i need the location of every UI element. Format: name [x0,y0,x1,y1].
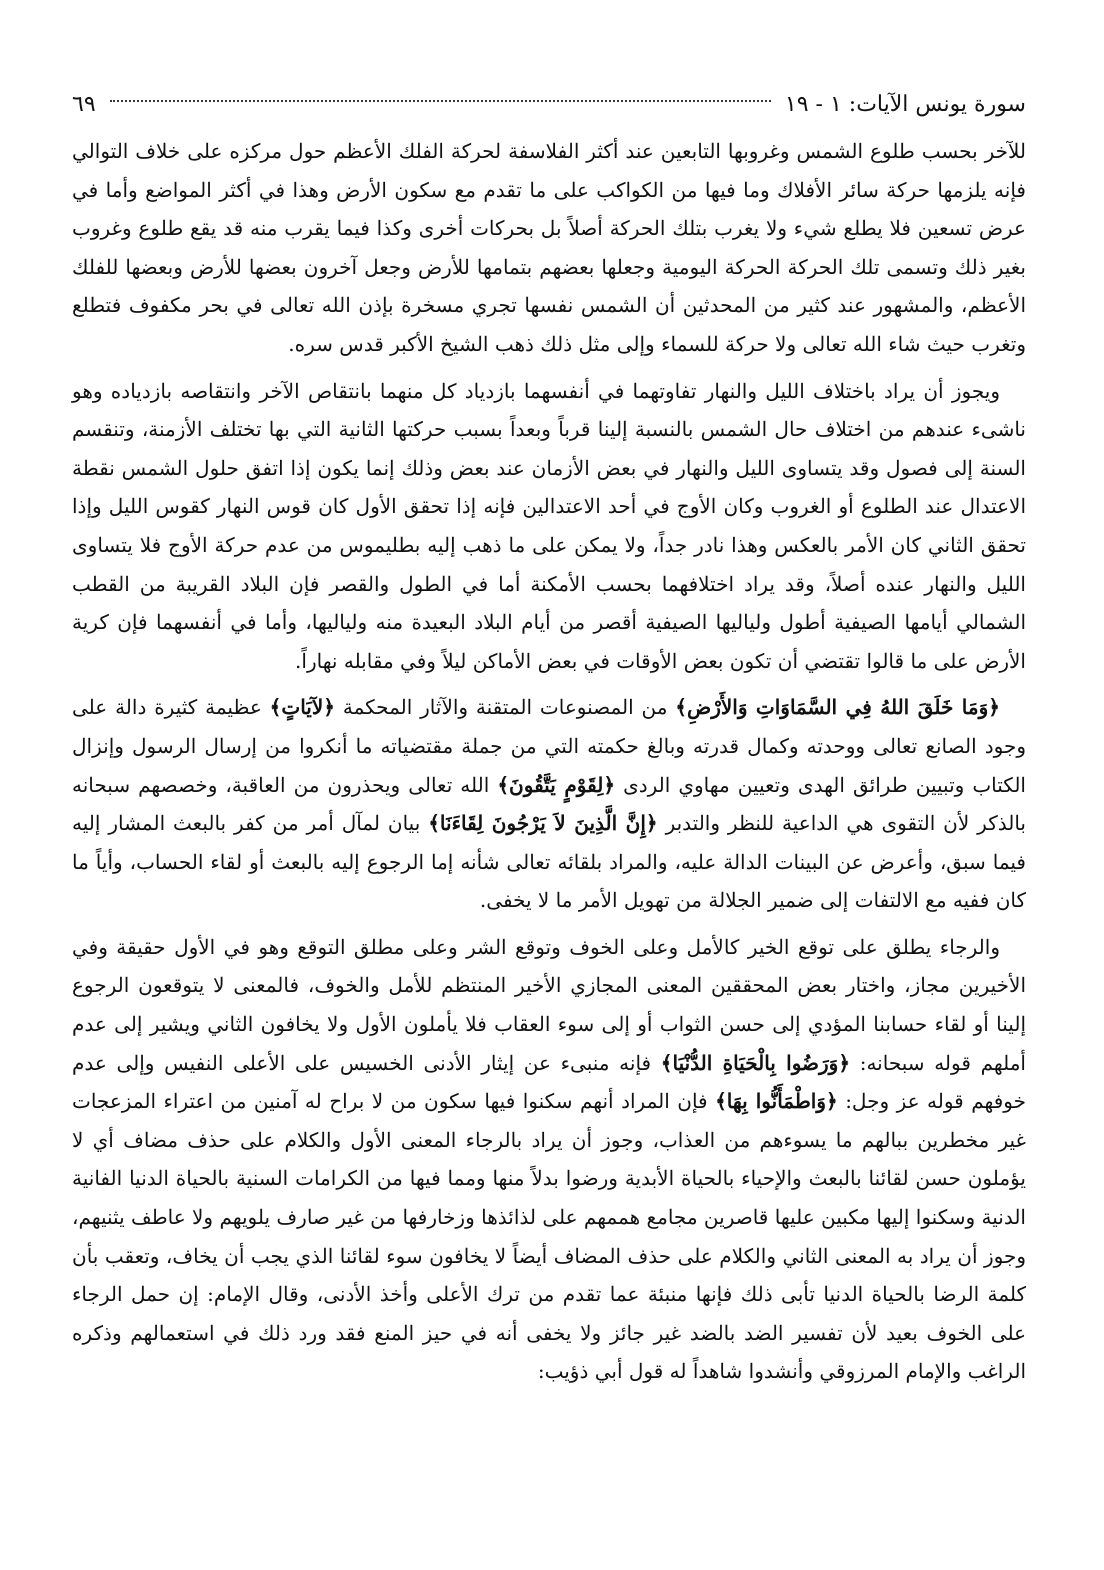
page-number: ٦٩ [72,92,96,117]
quran-quote: ﴿لِقَوْمٍ يَتَّقُونَ﴾ [497,772,616,797]
paragraph [72,688,1026,920]
paragraph-text: ويجوز أن يراد باختلاف الليل والنهار تفاوتهما في أنفسهما بازدياد كل منهما بانتقاص الآخر وانتقاصه بازدياده وهو ناشىء عندهم من اختلاف حال الشمس بالنسبة إلينا قرباً وبعداً بسبب حركتها الثانية التي بها تختلف الأزمنة، وتنقسم السنة إلى فصول وقد يتساوى الليل والنهار في بعض الأزمان عند بعض وذلك إنما يكون إذا اتفق حلول الشمس نقطة الاعتدال عند الطلوع أو الغروب وكان الأوج في أحد الاعتدالين فإنه إذا تحقق الأول كان قوس النهار كقوس الليل وإذا تحقق الثاني كان الأمر بالعكس وهذا نادر جداً، ولا يمكن على ما ذهب إليه بطليموس من عدم حركة الأوج فلا يتساوى الليل والنهار عنده أصلاً، وقد يراد اختلافهما بحسب الأمكنة أما في الطول والقصر فإن البلاد القريبة من القطب الشمالي أيامها الصيفية أطول ولياليها الصيفية أقصر من أيام البلاد البعيدة منه ولياليها، وأما في أنفسهما فإن كرية الأرض على ما قالوا تقتضي أن تكون بعض الأوقات في بعض الأماكن ليلاً وفي مقابله نهاراً. [72,378,1026,673]
paragraph-text: من المصنوعات المتقنة والآثار المحكمة [335,695,676,720]
page-body [72,132,1026,1391]
quran-quote: ﴿وَمَا خَلَقَ اللهُ فِي السَّمَاوَاتِ وَالأَرْضِ﴾ [675,695,1000,720]
paragraph-text: فإن المراد أنهم سكنوا فيها سكون من لا براح له آمنين من اعتراء المزعجات غير مخطرين ببالهم ما يسوءهم من العذاب، وجوز أن يراد بالرجاء المعنى الأول والكلام على حذف مضاف أي لا يؤملون حسن لقائنا بالبعث والإحياء بالحياة الأبدية ورضوا بدلاً منها ومما فيها من الكرامات السنية بالحياة الدنيا الفانية الدنية وسكنوا إليها مكبين عليها قاصرين مجامع هممهم على لذائذها وزخارفها من غير صارف يلويهم ولا عاطف يثنيهم، وجوز أن يراد به المعنى الثاني والكلام على حذف المضاف أيضاً لا يخافون سوء لقائنا الذي يجب أن يخاف، وتعقب بأن كلمة الرضا بالحياة الدنيا تأبى ذلك فإنها منبئة عما تقدم من ترك الأعلى وأخذ الأدنى، وقال الإمام: إن حمل الرجاء على الخوف بعيد لأن تفسير الضد بالضد غير جائز ولا يخفى أنه في حيز المنع فقد ورد ذلك في استعمالهم وذكره الراغب والإمام المرزوقي وأنشدوا شاهداً له قول أبي ذؤيب: [72,1089,1027,1384]
quran-quote: ﴿إِنَّ الَّذِينَ لاَ يَرْجُونَ لِقَاءَنَا﴾ [428,811,658,836]
paragraph [72,132,1026,364]
paragraph [72,928,1026,1391]
paragraph-text: الله تعالى ويحذرون من العاقبة، وخصصهم سبحانه بالذكر لأن التقوى هي الداعية للنظر والتدبر [72,772,1026,836]
running-header [72,72,1026,122]
paragraph-text: عظيمة كثيرة دالة على وجود الصانع تعالى ووحدته وكمال قدرته وبالغ حكمته التي من جملة مقتضياته ما أنكروا من إرسال الرسول وإنزال الكتاب وتبيين طرائق الهدى وتعيين مهاوي الردى [72,695,1026,797]
quran-quote: ﴿وَاطْمَأَنُّوا بِهَا﴾ [715,1089,838,1114]
quran-quote: ﴿لآيَاتٍ﴾ [269,695,335,720]
paragraph-text: والرجاء يطلق على توقع الخير كالأمل وعلى الخوف وتوقع الشر وعلى مطلق التوقع وهو في الأول حقيقة وفي الأخيرين مجاز، واختار بعض المحققين المعنى المجازي الأخير المنتظم للأمل والخوف، فالمعنى لا يتوقعون الرجوع إلينا أو لقاء حسابنا المؤدي إلى حسن الثواب أو إلى سوء العقاب فلا يأملون الأول ولا يخافون الثاني ويشير إلى عدم أملهم قوله سبحانه: [72,934,1026,1075]
quran-quote: ﴿وَرَضُوا بِالْحَيَاةِ الدُّنْيَا﴾ [660,1050,851,1075]
chapter-title: سورة يونس الآيات: ١ - ١٩ [784,92,1026,117]
paragraph [72,372,1026,681]
paragraph-text: للآخر بحسب طلوع الشمس وغروبها التابعين عند أكثر الفلاسفة لحركة الفلك الأعظم حول مركزه على خلاف التوالي فإنه يلزمها حركة سائر الأفلاك وما فيها من الكواكب على ما تقدم مع سكون الأرض وهذا في أكثر المواضع وأما في عرض تسعين فلا يطلع شيء ولا يغرب بتلك الحركة أصلاً بل بحركات أخرى وكذا فيما يقرب منه قد يقع طلوع وغروب بغير ذلك وتسمى تلك الحركة الحركة اليومية وجعلها بعضهم بتمامها للأرض وجعل آخرون بعضها للأرض وبعضها للفلك الأعظم، والمشهور عند كثير من المحدثين أن الشمس نفسها تجري مسخرة بإذن الله تعالى في بحر مكفوف فتطلع وتغرب حيث شاء الله تعالى ولا حركة للسماء وإلى مثل ذلك ذهب الشيخ الأكبر قدس سره. [72,139,1027,356]
paragraph-text: بيان لمآل أمر من كفر بالبعث المشار إليه فيما سبق، وأعرض عن البينات الدالة عليه، والمراد بلقائه تعالى شأنه إما الرجوع إليه بالبعث أو لقاء الحساب، وأياً ما كان ففيه مع الالتفات إلى ضمير الجلالة من تهويل الأمر ما لا يخفى. [72,811,1026,913]
paragraph-text: فإنه منبىء عن إيثار الأدنى الخسيس على الأعلى النفيس وإلى عدم خوفهم قوله عز وجل: [72,1050,1026,1114]
leader-dots [110,99,771,102]
